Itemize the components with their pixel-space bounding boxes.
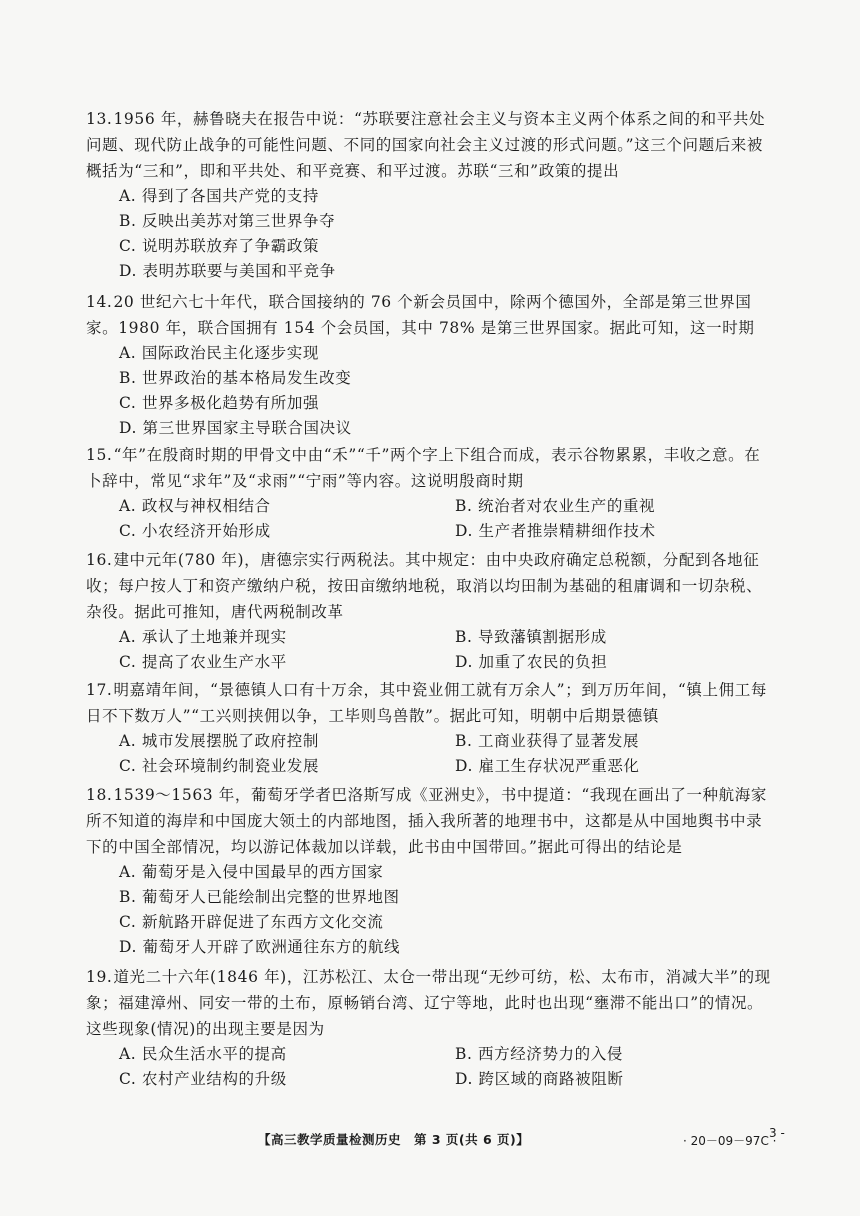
option-c: C. 世界多极化趋势有所加强 [119,394,320,412]
option-a: A. 葡萄牙是入侵中国最早的西方国家 [119,863,384,881]
question-17 [86,677,776,779]
question-13 [86,106,776,284]
option-a: A. 得到了各国共产党的支持 [119,187,319,205]
option-b: B. 世界政治的基本格局发生改变 [119,369,352,387]
question-18 [86,782,776,960]
options-row [86,650,776,675]
question-stem: 18.1539～1563 年，葡萄牙学者巴洛斯写成《亚洲史》，书中提道：“我现在画出了一种航海家所不知道的海岸和中国庞大领土的内部地图，插入我所著的地理书中，这都是从中国地舆书中录下的中国全部情况，均以游记体裁加以详载，此书由中国带回。”据此可得出的结论是 [86,786,767,856]
option-c: C. 提高了农业生产水平 [119,653,287,671]
options-row [86,1042,776,1067]
question-stem: 15.“年”在殷商时期的甲骨文中由“禾”“千”两个字上下组合而成，表示谷物累累，丰收之意。在卜辞中，常见“求年”及“求雨”“宁雨”等内容。这说明殷商时期 [86,446,761,490]
question-15 [86,442,776,544]
option-d: D. 跨区域的商路被阻断 [455,1070,624,1088]
question-stem: 13.1956 年，赫鲁晓夫在报告中说：“苏联要注意社会主义与资本主义两个体系之间的和平共处问题、现代防止战争的可能性问题、不同的国家向社会主义过渡的形式问题。”这三个问题后来被概括为“三和”，即和平共处、和平竞赛、和平过渡。苏联“三和”政策的提出 [86,110,766,180]
options-row [86,729,776,754]
option-d: D. 第三世界国家主导联合国决议 [119,419,352,437]
option-b: B. 统治者对农业生产的重视 [455,497,656,515]
option-b: B. 导致藩镇割据形成 [455,628,607,646]
option-b: B. 葡萄牙人已能绘制出完整的世界地图 [119,888,400,906]
options-row [86,494,776,519]
paper-code: · 20－09－97C · [683,1134,777,1148]
options-row [86,1067,776,1092]
option-b: B. 西方经济势力的入侵 [455,1045,623,1063]
option-b: B. 反映出美苏对第三世界争夺 [119,212,336,230]
option-a: A. 城市发展摆脱了政府控制 [119,732,319,750]
option-c: C. 社会环境制约制瓷业发展 [119,757,320,775]
option-d: D. 葡萄牙人开辟了欧洲通往东方的航线 [119,938,401,956]
question-stem: 17.明嘉靖年间，“景德镇人口有十万余，其中瓷业佣工就有万余人”；到万历年间，“镇上佣工每日不下数万人”“工兴则挟佣以争，工毕则鸟兽散”。据此可知，明朝中后期景德镇 [86,681,767,725]
option-d: D. 加重了农民的负担 [455,653,608,671]
option-c: C. 说明苏联放弃了争霸政策 [119,237,320,255]
option-a: A. 国际政治民主化逐步实现 [119,344,319,362]
question-14 [86,289,776,441]
option-a: A. 承认了土地兼并现实 [119,628,287,646]
question-stem: 19.道光二十六年(1846 年)，江苏松江、太仓一带出现“无纱可纺，松、太布市，消减大半”的现象；福建漳州、同安一带的土布，原畅销台湾、辽宁等地，此时也出现“壅滞不能出口”的情况。这些现象(情况)的出现主要是因为 [86,968,771,1038]
footer-title: 【高三教学质量检测历史 第 3 页(共 6 页)】 [258,1132,530,1147]
option-b: B. 工商业获得了显著发展 [455,732,640,750]
option-c: C. 新航路开辟促进了东西方文化交流 [119,913,384,931]
options-row [86,519,776,544]
options-row [86,754,776,779]
options-row [86,625,776,650]
option-d: D. 雇工生存状况严重恶化 [455,757,640,775]
option-c: C. 小农经济开始形成 [119,522,271,540]
question-stem: 14.20 世纪六七十年代，联合国接纳的 76 个新会员国中，除两个德国外，全部是第三世界国家。1980 年，联合国拥有 154 个会员国，其中 78% 是第三世界国家。据此可知，这一时期 [86,293,755,337]
question-stem: 16.建中元年(780 年)，唐德宗实行两税法。其中规定：由中央政府确定总税额，分配到各地征收；每户按人丁和资产缴纳户税，按田亩缴纳地税，取消以均田制为基础的租庸调和一切杂税、杂役。据此可推知，唐代两税制改革 [86,551,763,621]
option-a: A. 民众生活水平的提高 [119,1045,287,1063]
option-a: A. 政权与神权相结合 [119,497,271,515]
page-mark: 3 - [769,1126,785,1140]
option-c: C. 农村产业结构的升级 [119,1070,287,1088]
question-16 [86,547,776,675]
question-19 [86,964,776,1092]
option-d: D. 表明苏联要与美国和平竞争 [119,262,336,280]
option-d: D. 生产者推崇精耕细作技术 [455,522,656,540]
